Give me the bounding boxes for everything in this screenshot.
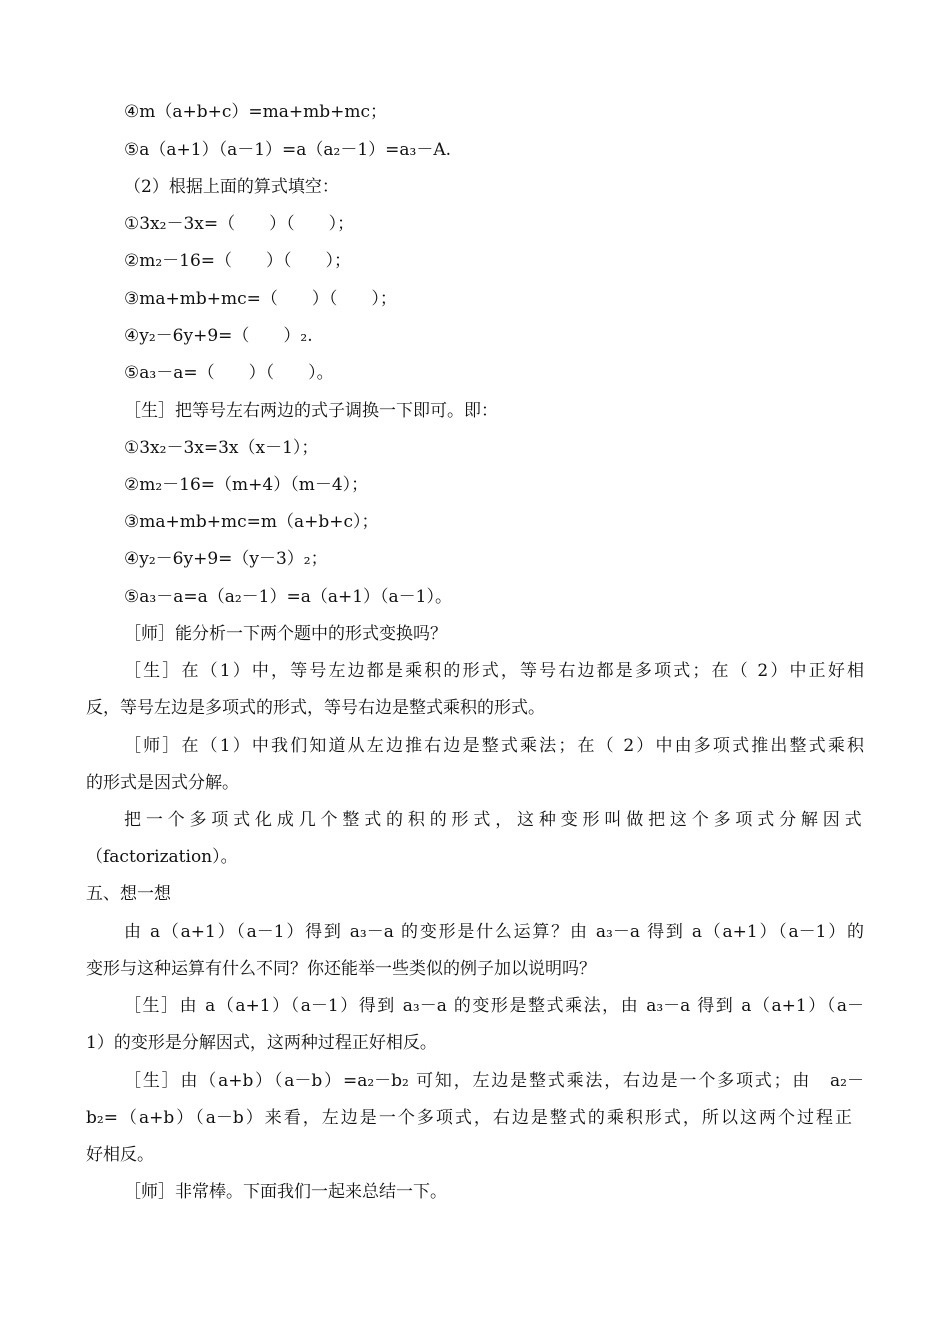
text-line: ⑤a₃－a=a（a₂－1）=a（a+1）（a－1）。 <box>124 587 452 607</box>
text-line: 把一个多项式化成几个整式的积的形式，这种变形叫做把这个多项式分解因式 <box>124 810 864 830</box>
text-line: 好相反。 <box>86 1145 154 1165</box>
text-line: 由 a（a+1）（a－1）得到 a₃－a 的变形是什么运算？由 a₃－a 得到 a（a+1）（a－1）的 <box>124 922 864 942</box>
text-line: ［师］非常棒。下面我们一起来总结一下。 <box>124 1182 447 1202</box>
text-line: 反，等号左边是多项式的形式，等号右边是整式乘积的形式。 <box>86 698 545 718</box>
section-heading: 五、想一想 <box>86 884 171 904</box>
text-line: ［生］由 a（a+1）（a－1）得到 a₃－a 的变形是整式乘法，由 a₃－a 得到 a（a+1）（a－ <box>124 996 864 1016</box>
text-line: （factorization）。 <box>86 847 238 867</box>
text-line: ③ma+mb+mc=m（a+b+c）； <box>124 512 379 532</box>
text-line: ⑤a₃－a=（ ）（ ）。 <box>124 363 334 383</box>
text-line: ②m₂－16=（ ）（ ）； <box>124 251 352 271</box>
text-line: 的形式是因式分解。 <box>86 773 239 793</box>
text-line: ②m₂－16=（m+4）（m－4）； <box>124 475 369 495</box>
text-line: ［师］在（1）中我们知道从左边推右边是整式乘法；在（ 2）中由多项式推出整式乘积 <box>124 736 864 756</box>
text-line: ［师］能分析一下两个题中的形式变换吗？ <box>124 624 447 644</box>
text-line: 1）的变形是分解因式，这两种过程正好相反。 <box>86 1033 437 1053</box>
text-line: ［生］在（1）中，等号左边都是乘积的形式，等号右边都是多项式；在（ 2）中正好相 <box>124 661 864 681</box>
text-line: b₂=（a+b）（a－b）来看，左边是一个多项式，右边是整式的乘积形式，所以这两个过程正 <box>86 1108 852 1128</box>
text-line: ③ma+mb+mc=（ ）（ ）； <box>124 289 397 309</box>
text-line: ①3x₂－3x=（ ）（ ）； <box>124 214 355 234</box>
text-line: ［生］由（a+b）（a－b）=a₂－b₂ 可知，左边是整式乘法，右边是一个多项式；由 a₂－ <box>124 1071 864 1091</box>
text-line: 变形与这种运算有什么不同？你还能举一些类似的例子加以说明吗？ <box>86 959 596 979</box>
text-line: ④y₂－6y+9=（ ）₂. <box>124 326 313 346</box>
text-line: ①3x₂－3x=3x（x－1）； <box>124 438 319 458</box>
text-line: ④y₂－6y+9=（y－3）₂； <box>124 549 328 569</box>
text-line: ［生］把等号左右两边的式子调换一下即可。即： <box>124 401 498 421</box>
text-line: （2）根据上面的算式填空： <box>124 177 339 197</box>
text-line: ④m（a+b+c）=ma+mb+mc； <box>124 102 388 122</box>
text-line: ⑤a（a+1）（a－1）=a（a₂－1）=a₃－A. <box>124 140 452 160</box>
